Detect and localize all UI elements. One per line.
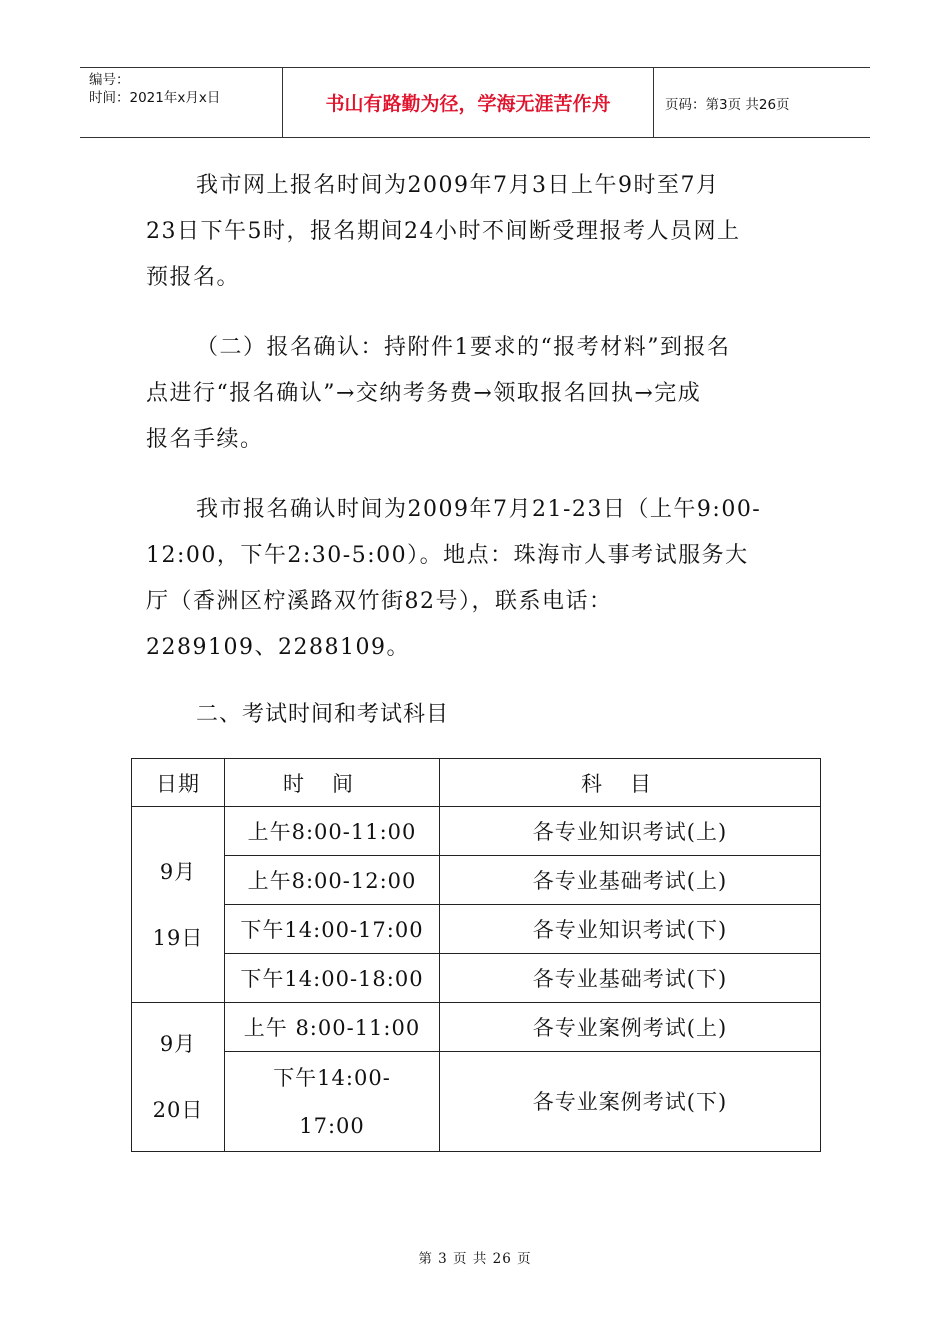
paragraph-line: 预报名。 — [146, 265, 241, 290]
number-label: 编号： — [89, 72, 130, 88]
time-cell: 下午14:00-17:00 — [225, 905, 440, 954]
subject-cell: 各专业知识考试(上) — [440, 807, 821, 856]
subject-cell: 各专业案例考试(下) — [440, 1052, 821, 1152]
table-header-row — [132, 759, 821, 807]
time-line: 下午14:00- — [273, 1065, 391, 1090]
paragraph-line: 12:00，下午2:30-5:00）。地点：珠海市人事考试服务大 — [146, 543, 749, 568]
time-cell: 上午8:00-12:00 — [225, 856, 440, 905]
table-row — [132, 856, 821, 905]
subject-cell: 各专业基础考试(上) — [440, 856, 821, 905]
table-row — [132, 807, 821, 856]
subject-cell: 各专业知识考试(下) — [440, 905, 821, 954]
paragraph-line: 我市网上报名时间为2009年7月3日上午9时至7月 — [196, 173, 720, 198]
table-row — [132, 905, 821, 954]
header-time: 时间 — [225, 759, 440, 807]
header-page-number: 页码：第3页 共26页 — [665, 96, 790, 113]
header-meta — [80, 68, 282, 137]
section-title: 二、考试时间和考试科目 — [196, 702, 450, 727]
paragraph-online-registration — [146, 163, 816, 301]
date-line: 9月 — [159, 1032, 197, 1056]
paragraph-confirmation — [146, 325, 816, 463]
time-label: 时间：2021年x月x日 — [89, 90, 221, 106]
paragraph-confirmation-time — [146, 487, 816, 671]
paragraph-line: 2289109、2288109。 — [146, 635, 410, 660]
header-motto: 书山有路勤为径，学海无涯苦作舟 — [325, 93, 611, 115]
table-row — [132, 954, 821, 1003]
exam-schedule-table — [131, 758, 821, 1152]
header-subject: 科目 — [440, 759, 821, 807]
paragraph-line: 报名手续。 — [146, 427, 264, 452]
date-cell — [132, 807, 225, 1003]
date-line: 9月 — [159, 859, 197, 884]
time-cell: 上午 8:00-11:00 — [225, 1003, 440, 1052]
time-cell: 上午8:00-11:00 — [225, 807, 440, 856]
paragraph-line: 点进行“报名确认”→交纳考务费→领取报名回执→完成 — [146, 381, 702, 406]
subject-cell: 各专业基础考试(下) — [440, 954, 821, 1003]
page-header — [80, 67, 870, 138]
paragraph-line: 我市报名确认时间为2009年7月21-23日（上午9:00- — [196, 497, 762, 522]
time-cell — [225, 1052, 440, 1152]
time-cell: 下午14:00-18:00 — [225, 954, 440, 1003]
table-row — [132, 1052, 821, 1152]
date-line: 19日 — [152, 925, 204, 950]
time-line: 17:00 — [299, 1113, 365, 1138]
header-date: 日期 — [132, 759, 225, 807]
header-divider — [653, 68, 654, 137]
paragraph-line: （二）报名确认：持附件1要求的“报考材料”到报名 — [196, 335, 731, 360]
date-cell — [132, 1003, 225, 1152]
paragraph-line: 23日下午5时，报名期间24小时不间断受理报考人员网上 — [146, 219, 741, 244]
table-row — [132, 1003, 821, 1052]
subject-cell: 各专业案例考试(上) — [440, 1003, 821, 1052]
date-line: 20日 — [152, 1098, 204, 1122]
paragraph-line: 厅（香洲区柠溪路双竹街82号），联系电话： — [146, 589, 613, 614]
page-footer: 第 3 页 共 26 页 — [418, 1251, 532, 1267]
